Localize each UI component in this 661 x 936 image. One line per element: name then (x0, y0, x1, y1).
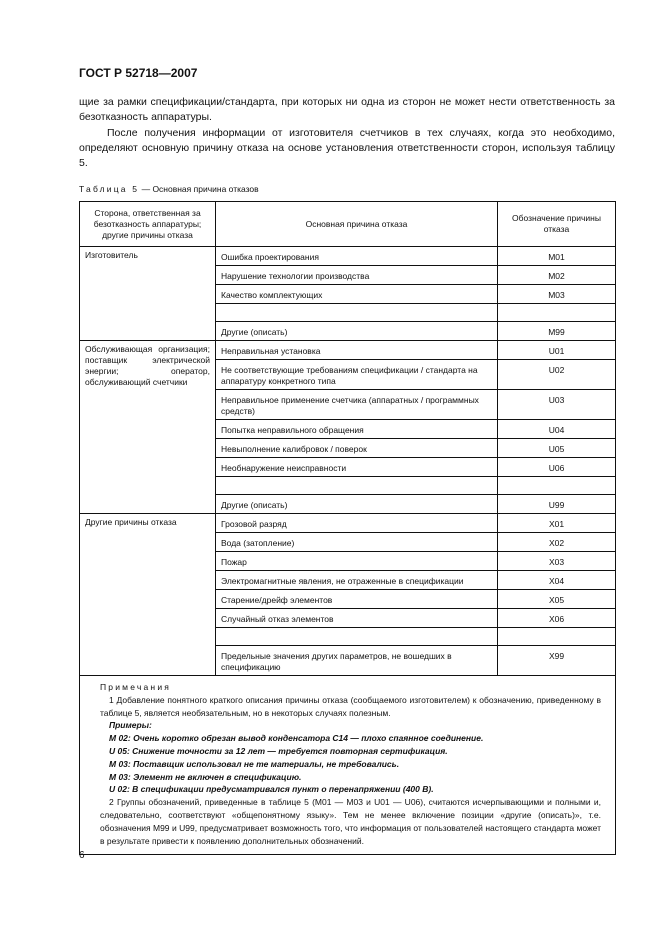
table-caption-text: — Основная причина отказов (139, 184, 259, 194)
example-item: U 05: Снижение точности за 12 лет — требуется повторная сертификация. (109, 745, 448, 756)
example-item: M 02: Очень коротко обрезан вывод конденсатора C14 — плохо спаянное соединение. (109, 733, 484, 744)
cause-cell: Ошибка проектирования (216, 247, 498, 266)
header-cause-code: Обозначение причины отказа (498, 202, 616, 247)
paragraph-procedure: После получения информации от изготовителя счетчиков в тех случаях, когда это необходимо, определяют основную причину отказа на основе установления ответственности сторон, используя таблицу 5. (79, 127, 615, 169)
cause-cell: Пожар (216, 552, 498, 571)
cause-cell: Неправильная установка (216, 341, 498, 360)
cause-code-cell: M99 (498, 322, 616, 341)
cause-code-cell: X02 (498, 533, 616, 552)
paragraph-continuation: щие за рамки спецификации/стандарта, при которых ни одна из сторон не может нести ответственность за безотказность аппаратуры. (79, 96, 615, 123)
cause-code-cell: M03 (498, 285, 616, 304)
cause-cell (216, 477, 498, 495)
cause-cell: Необнаружение неисправности (216, 458, 498, 477)
note-2: 2 Группы обозначений, приведенные в таблице 5 (M01 — M03 и U01 — U06), считаются исчерпывающими и полными и, следовательно, соответствуют «общепонятному языку». Тем не менее включение позиции «другие (описать)», т.е. обозначения M99 и U99, предусматривает возможность того, что информация от пользователей настоящего стандарта может в результате привести к появлению дополнительных обозначений. (100, 797, 601, 846)
cause-cell: Предельные значения других параметров, не вошедших в спецификацию (216, 646, 498, 676)
table-row (80, 247, 616, 266)
cause-code-cell: X04 (498, 571, 616, 590)
cause-code-cell: U99 (498, 495, 616, 514)
table-caption (79, 184, 259, 194)
responsible-party-cell: Обслуживающая организация; поставщик электрической энергии; оператор, обслуживающий счетчики (80, 341, 216, 514)
cause-cell: Грозовой разряд (216, 514, 498, 533)
cause-cell: Качество комплектующих (216, 285, 498, 304)
failure-causes-table (79, 201, 616, 855)
cause-code-cell: U03 (498, 390, 616, 420)
header-responsible-party: Сторона, ответственная за безотказность аппаратуры; другие причины отказа (80, 202, 216, 247)
table-row (80, 514, 616, 533)
cause-cell: Старение/дрейф элементов (216, 590, 498, 609)
header-main-cause: Основная причина отказа (216, 202, 498, 247)
cause-code-cell: U01 (498, 341, 616, 360)
cause-cell: Не соответствующие требованиям спецификации / стандарта на аппаратуру конкретного типа (216, 360, 498, 390)
example-item: M 03: Элемент не включен в спецификацию. (109, 771, 302, 782)
page-number: 6 (79, 850, 85, 861)
cause-code-cell: M01 (498, 247, 616, 266)
cause-cell: Электромагнитные явления, не отраженные в спецификации (216, 571, 498, 590)
cause-code-cell (498, 477, 616, 495)
cause-cell: Другие (описать) (216, 322, 498, 341)
examples-title: Примеры: (109, 720, 152, 731)
cause-code-cell: U05 (498, 439, 616, 458)
table-caption-label: Таблица 5 (79, 184, 140, 194)
cause-code-cell: U02 (498, 360, 616, 390)
cause-code-cell: X01 (498, 514, 616, 533)
cause-cell: Вода (затопление) (216, 533, 498, 552)
cause-cell: Случайный отказ элементов (216, 609, 498, 628)
cause-cell: Другие (описать) (216, 495, 498, 514)
cause-code-cell: X06 (498, 609, 616, 628)
table-row (80, 341, 616, 360)
notes-title: Примечания (100, 682, 172, 692)
cause-code-cell: X99 (498, 646, 616, 676)
cause-code-cell: M02 (498, 266, 616, 285)
example-item: M 03: Поставщик использовал не те материалы, не требовались. (109, 758, 400, 769)
cause-code-cell: X03 (498, 552, 616, 571)
cause-cell (216, 304, 498, 322)
example-item: U 02: В спецификации предусматривался пункт о перенапряжении (400 В). (109, 784, 434, 795)
responsible-party-cell: Другие причины отказа (80, 514, 216, 676)
cause-code-cell: U04 (498, 420, 616, 439)
cause-cell: Неправильное применение счетчика (аппаратных / программных средств) (216, 390, 498, 420)
table-notes (80, 676, 616, 855)
cause-code-cell: U06 (498, 458, 616, 477)
cause-code-cell (498, 304, 616, 322)
cause-cell (216, 628, 498, 646)
cause-cell: Нарушение технологии производства (216, 266, 498, 285)
note-1: 1 Добавление понятного краткого описания причины отказа (сообщаемого изготовителем) к обозначению, приведенному в таблице 5, является необязательным, но в некоторых случаях полезным. (100, 694, 601, 718)
document-header: ГОСТ Р 52718—2007 (79, 66, 198, 80)
responsible-party-cell: Изготовитель (80, 247, 216, 341)
cause-code-cell (498, 628, 616, 646)
cause-cell: Невыполнение калибровок / поверок (216, 439, 498, 458)
cause-code-cell: X05 (498, 590, 616, 609)
cause-cell: Попытка неправильного обращения (216, 420, 498, 439)
